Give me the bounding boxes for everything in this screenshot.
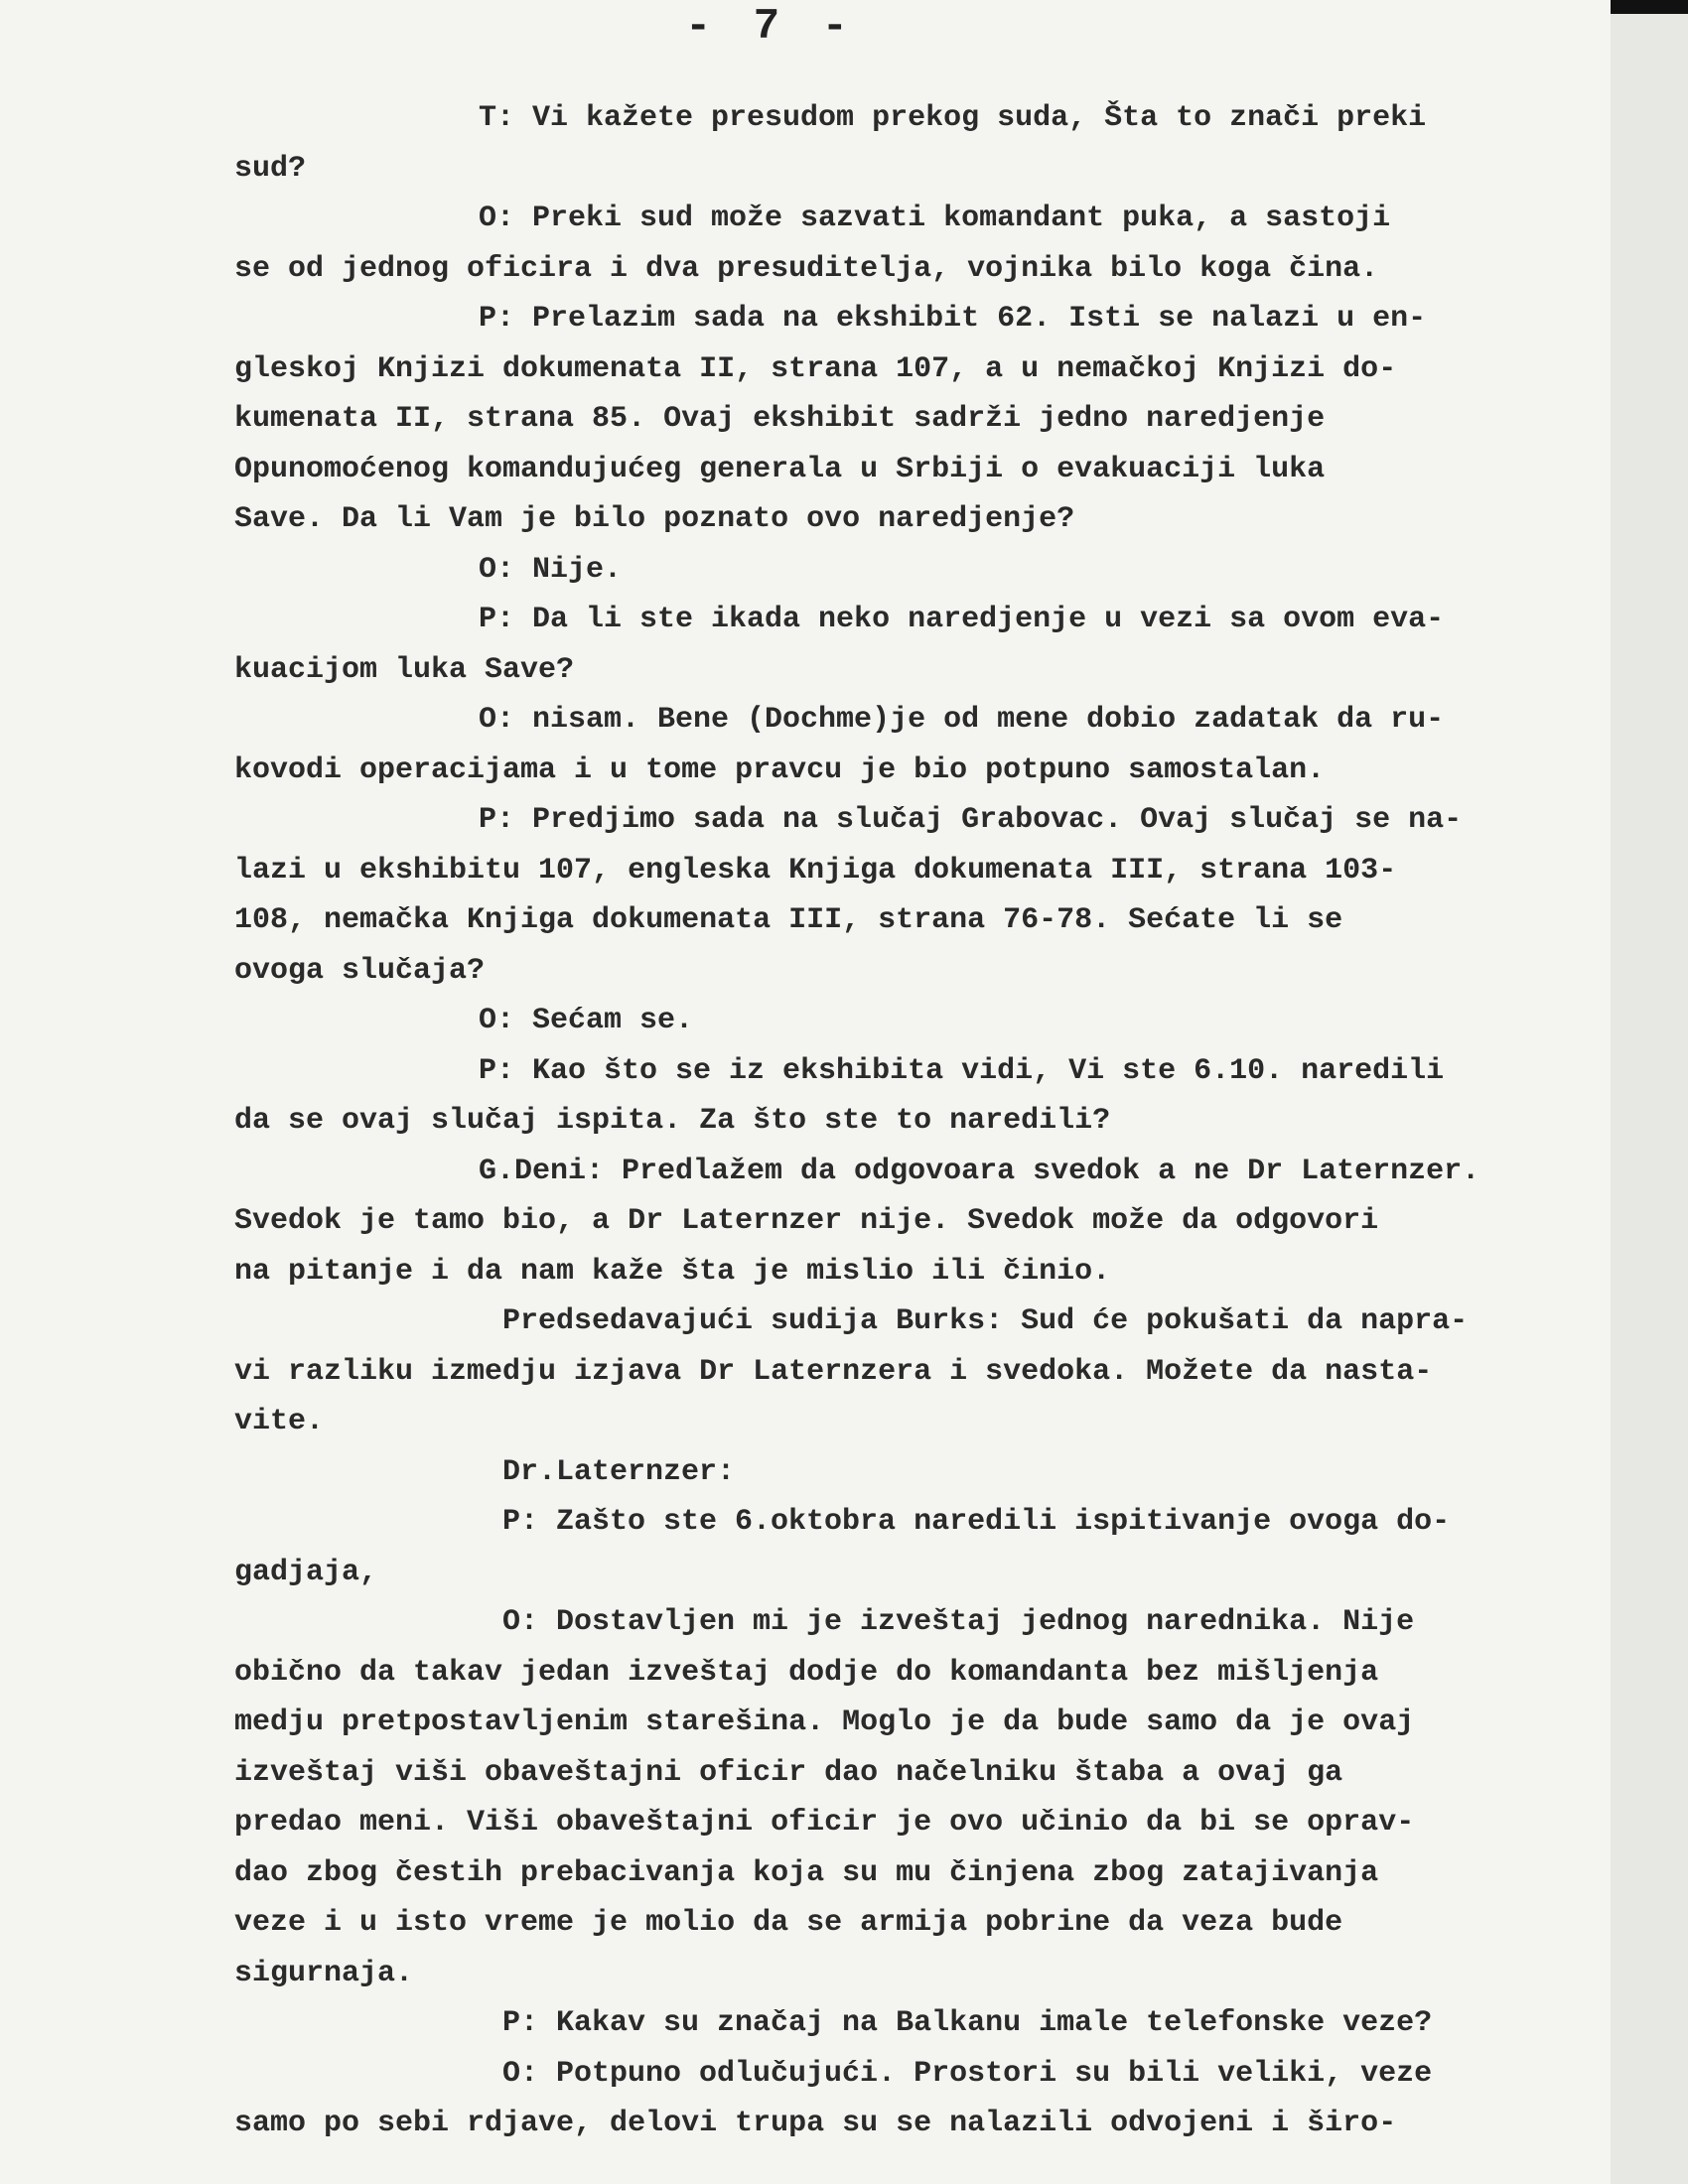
scan-edge bbox=[1611, 0, 1688, 14]
text-line: P: Kakav su značaj na Balkanu imale telefonske veze? bbox=[502, 2006, 1433, 2040]
text-line: Svedok je tamo bio, a Dr Laternzer nije. Svedok može da odgovori bbox=[234, 1204, 1379, 1238]
text-line: vi razliku izmedju izjava Dr Laternzera i svedoka. Možete da nasta- bbox=[234, 1354, 1433, 1389]
text-line: G.Deni: Predlažem da odgovoara svedok a ne Dr Laternzer. bbox=[479, 1154, 1480, 1188]
text-line: 108, nemačka Knjiga dokumenata III, strana 76-78. Sećate li se bbox=[234, 903, 1343, 937]
text-line: kovodi operacijama i u tome pravcu je bio potpuno samostalan. bbox=[234, 752, 1326, 787]
text-line: Save. Da li Vam je bilo poznato ovo naredjenje? bbox=[234, 502, 1075, 536]
text-line: izveštaj viši obaveštajni oficir dao načelniku štaba a ovaj ga bbox=[234, 1755, 1343, 1790]
text-line: O: Preki sud može sazvati komandant puka, a sastoji bbox=[479, 202, 1391, 235]
text-line: O: Dostavljen mi je izveštaj jednog narednika. Nije bbox=[502, 1605, 1415, 1639]
text-line: vite. bbox=[234, 1405, 325, 1438]
text-line: kuacijom luka Save? bbox=[234, 652, 575, 687]
text-line: sud? bbox=[234, 151, 307, 186]
scan-margin bbox=[1611, 0, 1688, 2184]
text-line: sigurnaja. bbox=[234, 1956, 414, 1990]
text-line: medju pretpostavljenim starešina. Moglo je da bude samo da je ovaj bbox=[234, 1706, 1415, 1739]
transcript-text bbox=[234, 93, 1605, 2149]
text-line: Predsedavajući sudija Burks: Sud će pokušati da napra- bbox=[502, 1304, 1469, 1338]
text-line: gleskoj Knjizi dokumenata II, strana 107, a u nemačkoj Knjizi do- bbox=[234, 351, 1397, 386]
text-line: predao meni. Viši obaveštajni oficir je ovo učinio da bi se oprav- bbox=[234, 1806, 1415, 1840]
text-line: P: Da li ste ikada neko naredjenje u vezi sa ovom eva- bbox=[479, 603, 1445, 636]
text-line: kumenata II, strana 85. Ovaj ekshibit sadrži jedno naredjenje bbox=[234, 402, 1326, 436]
text-line: obično da takav jedan izveštaj dodje do komandanta bez mišljenja bbox=[234, 1655, 1379, 1690]
text-line: veze i u isto vreme je molio da se armija pobrine da veza bude bbox=[234, 1906, 1343, 1940]
text-line: P: Kao što se iz ekshibita vidi, Vi ste 6.10. naredili bbox=[479, 1053, 1445, 1088]
text-line: gadjaja, bbox=[234, 1555, 378, 1589]
text-line: se od jednog oficira i dva presuditelja, vojnika bilo koga čina. bbox=[234, 251, 1379, 286]
text-line: P: Prelazim sada na ekshibit 62. Isti se nalazi u en- bbox=[479, 302, 1427, 336]
text-line: P: Predjimo sada na slučaj Grabovac. Ovaj slučaj se na- bbox=[479, 803, 1463, 837]
text-line: O: Potpuno odlučujući. Prostori su bili veliki, veze bbox=[502, 2056, 1433, 2091]
text-line: na pitanje i da nam kaže šta je mislio ili činio. bbox=[234, 1254, 1111, 1289]
page-number: - 7 - bbox=[685, 2, 857, 52]
text-line: O: Sećam se. bbox=[479, 1004, 694, 1037]
text-line: O: Nije. bbox=[479, 552, 623, 587]
text-line: Opunomoćenog komandujućeg generala u Srbiji o evakuaciji luka bbox=[234, 452, 1326, 486]
text-line: da se ovaj slučaj ispita. Za što ste to naredili? bbox=[234, 1104, 1111, 1138]
text-line: ovoga slučaja? bbox=[234, 953, 486, 988]
text-line: lazi u ekshibitu 107, engleska Knjiga dokumenata III, strana 103- bbox=[234, 853, 1397, 887]
text-line: samo po sebi rdjave, delovi trupa su se nalazili odvojeni i širo- bbox=[234, 2107, 1397, 2140]
text-line: O: nisam. Bene (Dochme)je od mene dobio zadatak da ru- bbox=[479, 703, 1445, 737]
text-line: Dr.Laternzer: bbox=[502, 1454, 736, 1489]
text-line: P: Zašto ste 6.oktobra naredili ispitivanje ovoga do- bbox=[502, 1505, 1451, 1539]
text-line: dao zbog čestih prebacivanja koja su mu činjena zbog zatajivanja bbox=[234, 1855, 1379, 1890]
text-line: T: Vi kažete presudom prekog suda, Šta to znači preki bbox=[479, 101, 1427, 135]
